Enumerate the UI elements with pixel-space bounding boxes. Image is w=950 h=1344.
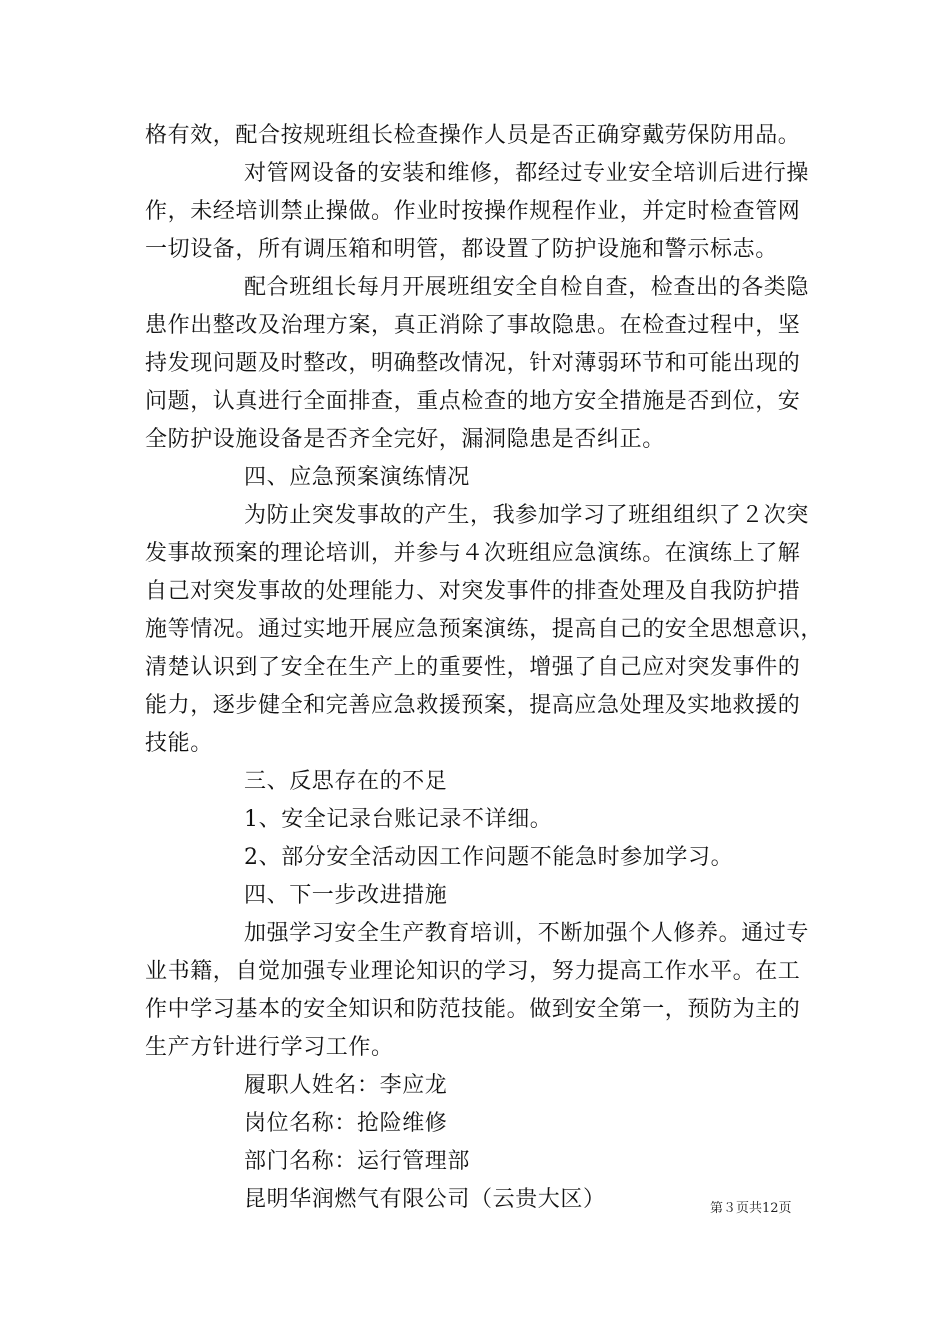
body-line: 生产方针进行学习工作。 [145,1035,394,1060]
body-line: 业书籍，自觉加强专业理论知识的学习，努力提高工作水平。在工 [145,959,801,984]
body-line: 技能。 [145,731,213,756]
body-line: 持发现问题及时整改，明确整改情况，针对薄弱环节和可能出现的 [145,351,801,376]
signature-company: 昆明华润燃气有限公司（云贵大区） [244,1187,606,1212]
body-line: 患作出整改及治理方案，真正消除了事故隐患。在检查过程中，坚 [145,313,801,338]
body-line: 作，未经培训禁止操做。作业时按操作规程作业，并定时检查管网 [145,199,801,224]
signature-department: 部门名称：运行管理部 [244,1149,471,1174]
page-number: 第３页共12页 [710,1201,792,1216]
body-line: 为防止突发事故的产生，我参加学习了班组组织了２次突 [244,503,810,528]
body-line: 全防护设施设备是否齐全完好，漏洞隐患是否纠正。 [145,427,665,452]
body-line: 问题，认真进行全面排查，重点检查的地方安全措施是否到位，安 [145,389,801,414]
list-item: 2、部分安全活动因工作问题不能急时参加学习。 [244,845,734,870]
section-heading: 四、下一步改进措施 [244,883,448,908]
body-line: 清楚认识到了安全在生产上的重要性，增强了自己应对突发事件的 [145,655,801,680]
section-heading: 三、反思存在的不足 [244,769,448,794]
body-line: 自己对突发事故的处理能力、对突发事件的排查处理及自我防护措 [145,579,801,604]
body-line: 作中学习基本的安全知识和防范技能。做到安全第一，预防为主的 [145,997,801,1022]
list-item: 1、安全记录台账记录不详细。 [244,807,553,832]
body-line: 格有效，配合按规班组长检查操作人员是否正确穿戴劳保防用品。 [145,123,801,148]
body-line: 配合班组长每月开展班组安全自检自查，检查出的各类隐 [244,275,810,300]
body-line: 发事故预案的理论培训，并参与４次班组应急演练。在演练上了解 [145,541,801,566]
body-line: 施等情况。通过实地开展应急预案演练，提高自己的安全思想意识， [145,617,824,642]
body-line: 加强学习安全生产教育培训，不断加强个人修养。通过专 [244,921,810,946]
body-line: 能力，逐步健全和完善应急救援预案，提高应急处理及实地救援的 [145,693,801,718]
signature-name: 履职人姓名：李应龙 [244,1073,448,1098]
signature-position: 岗位名称：抢险维修 [244,1111,448,1136]
section-heading: 四、应急预案演练情况 [244,465,471,490]
body-line: 一切设备，所有调压箱和明管，都设置了防护设施和警示标志。 [145,237,778,262]
body-line: 对管网设备的安装和维修，都经过专业安全培训后进行操 [244,161,810,186]
